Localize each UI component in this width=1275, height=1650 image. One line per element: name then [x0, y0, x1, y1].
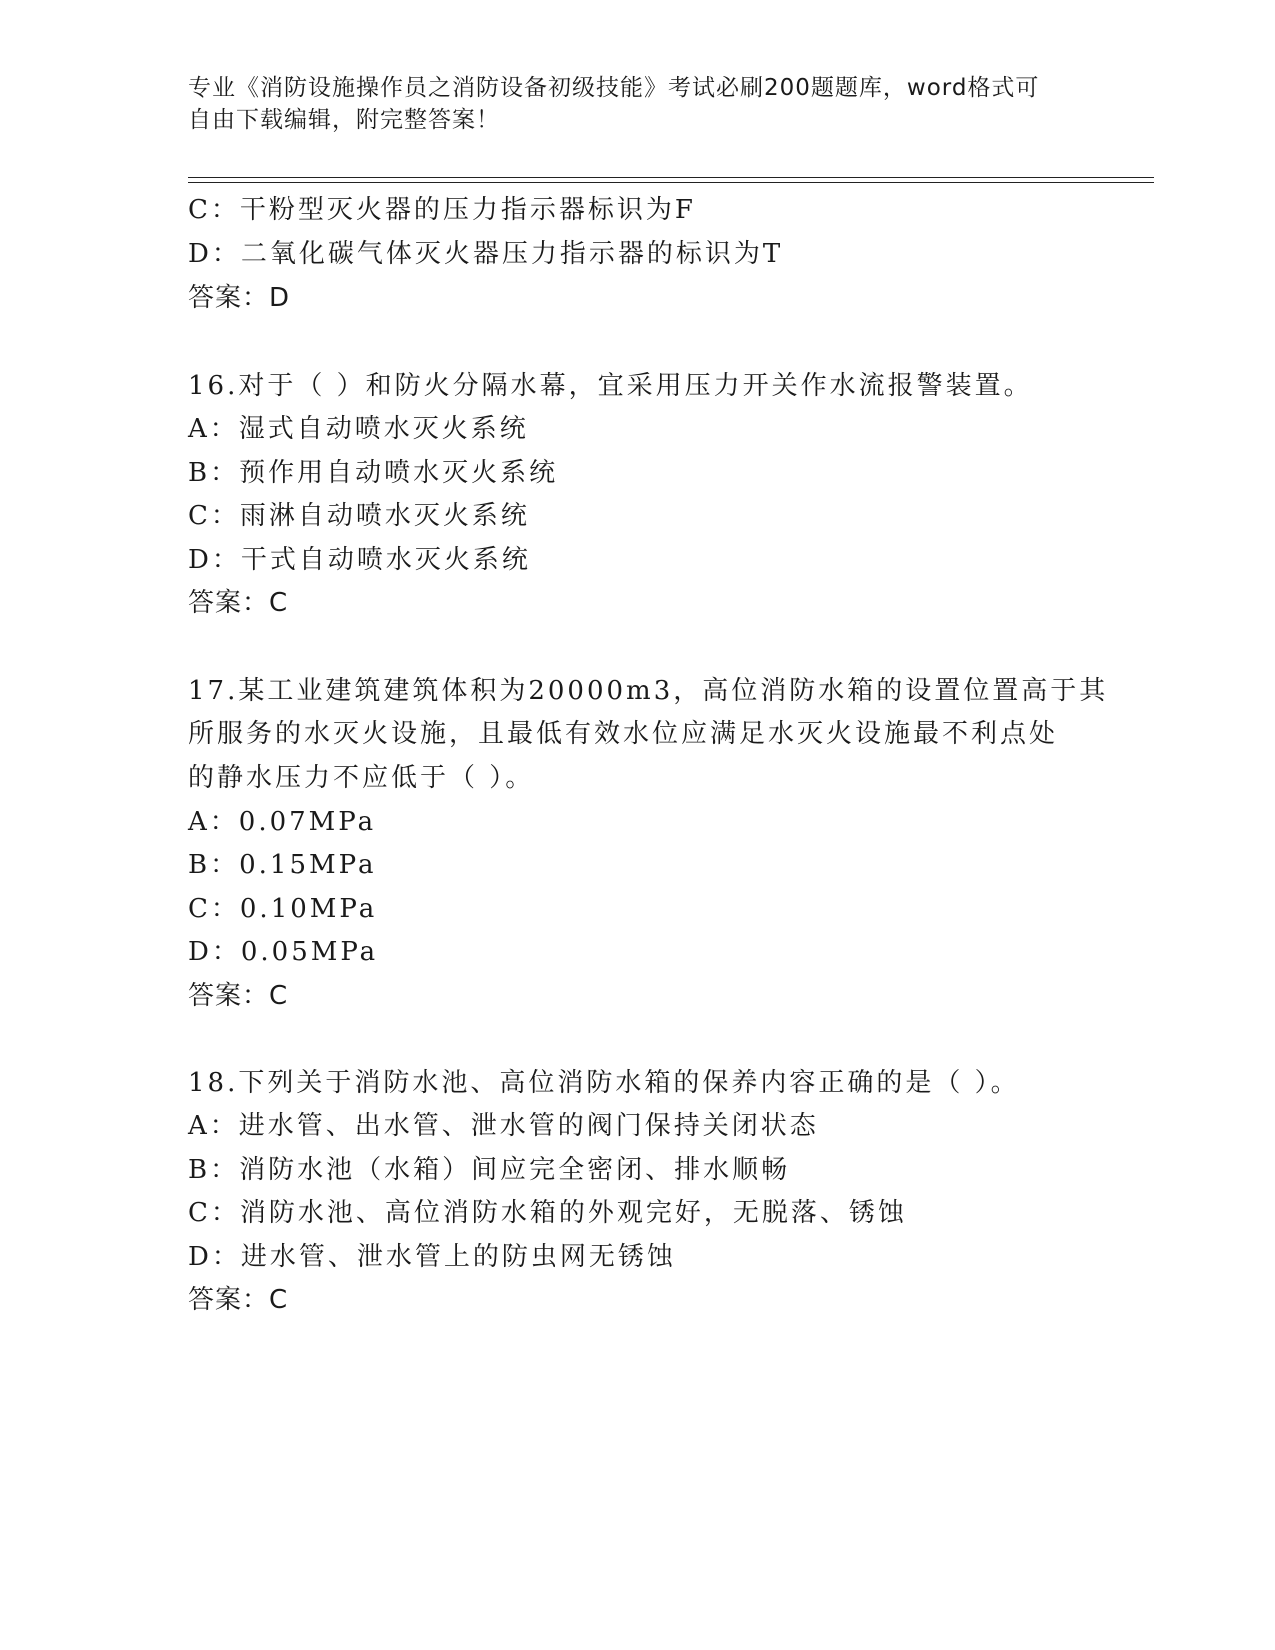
q16-option-c: C：雨淋自动喷水灭火系统: [188, 501, 530, 531]
q17-stem-line-2: 所服务的水灭火设施，且最低有效水位应满足水灭火设施最不利点处: [188, 719, 1059, 749]
q18-option-a: A：进水管、出水管、泄水管的阀门保持关闭状态: [188, 1111, 819, 1141]
q16-answer: 答案：C: [188, 588, 289, 618]
q17-option-d: D：0.05MPa: [188, 937, 379, 967]
q17-option-c: C：0.10MPa: [188, 894, 378, 924]
q18-option-d: D：进水管、泄水管上的防虫网无锈蚀: [188, 1242, 676, 1272]
q17-option-a: A：0.07MPa: [188, 807, 377, 837]
q18-option-c: C：消防水池、高位消防水箱的外观完好，无脱落、锈蚀: [188, 1198, 907, 1228]
q18-option-b: B：消防水池（水箱）间应完全密闭、排水顺畅: [188, 1155, 791, 1185]
q16-option-a: A：湿式自动喷水灭火系统: [188, 414, 529, 444]
q18-stem: 18.下列关于消防水池、高位消防水箱的保养内容正确的是（ ）。: [188, 1068, 1020, 1098]
q17-stem-line-3: 的静水压力不应低于（ ）。: [188, 763, 535, 793]
q16-stem: 16.对于（ ）和防火分隔水幕，宜采用压力开关作水流报警装置。: [188, 371, 1033, 401]
header-divider-bottom: [188, 182, 1154, 183]
q16-option-d: D：干式自动喷水灭火系统: [188, 545, 531, 575]
q15-answer: 答案：D: [188, 283, 291, 313]
q15-option-d: D：二氧化碳气体灭火器压力指示器的标识为T: [188, 239, 784, 269]
header-line-2: 自由下载编辑，附完整答案！: [188, 107, 500, 133]
q18-answer: 答案：C: [188, 1285, 289, 1315]
q17-answer: 答案：C: [188, 981, 289, 1011]
document-header: [188, 72, 1088, 136]
header-line-1: 专业《消防设施操作员之消防设备初级技能》考试必刷200题题库，word格式可: [188, 75, 1040, 101]
q17-stem-line-1: 17.某工业建筑建筑体积为20000m3，高位消防水箱的设置位置高于其: [188, 676, 1109, 706]
q15-option-c: C：干粉型灭火器的压力指示器标识为F: [188, 195, 696, 225]
q16-option-b: B：预作用自动喷水灭火系统: [188, 458, 559, 488]
header-divider-top: [188, 177, 1154, 178]
q17-option-b: B：0.15MPa: [188, 850, 377, 880]
